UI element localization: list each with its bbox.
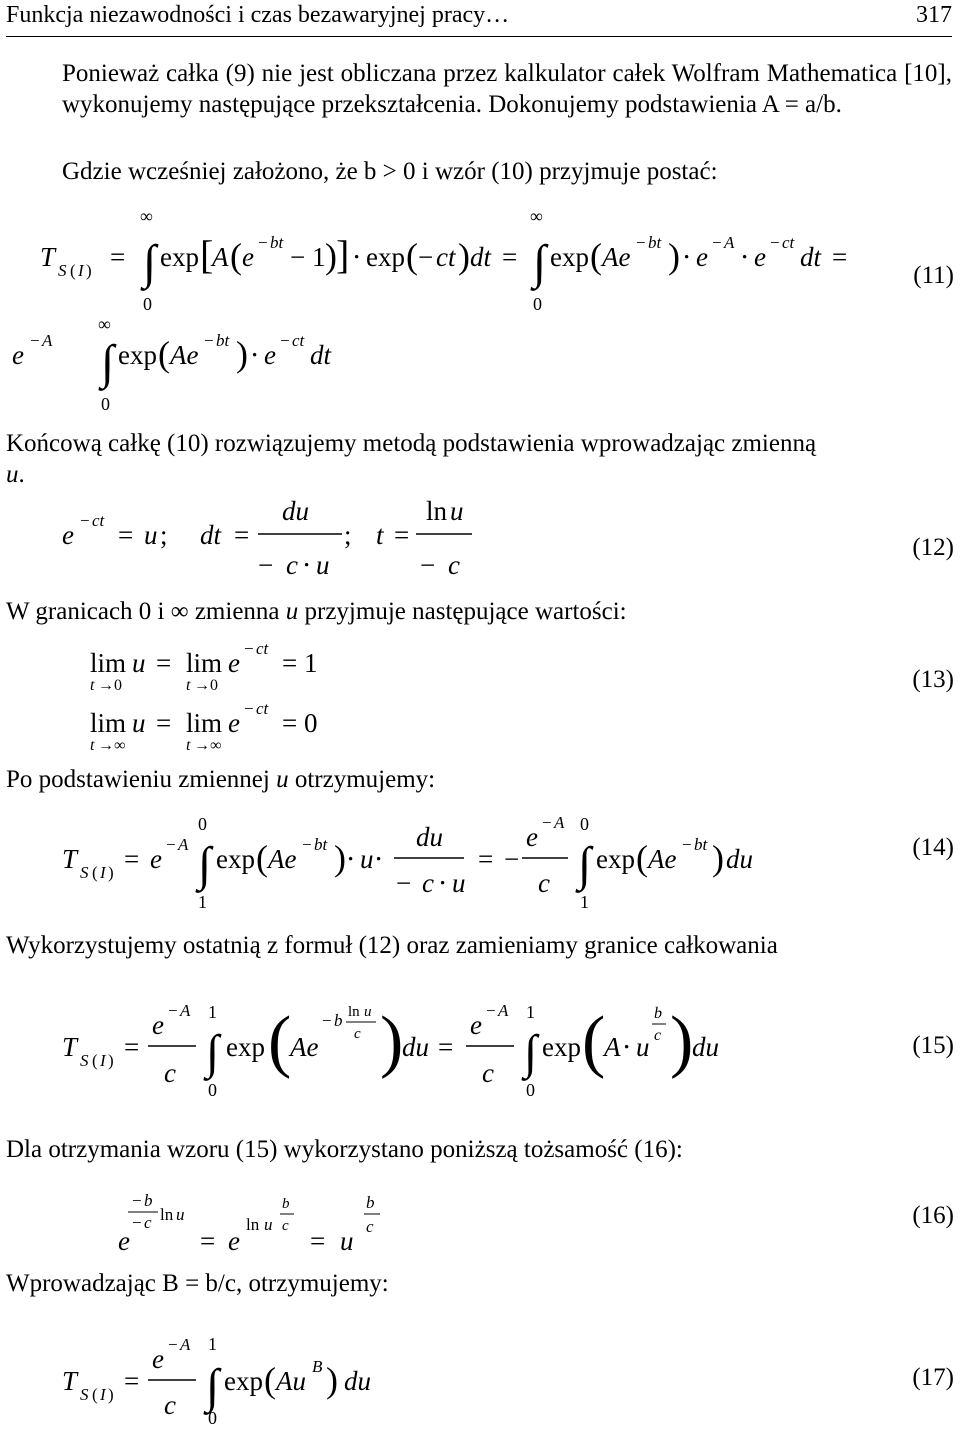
- svg-text:): ): [325, 236, 337, 276]
- svg-text:∫: ∫: [578, 838, 592, 891]
- svg-text:(: (: [406, 236, 418, 276]
- svg-text:;: ;: [160, 520, 168, 550]
- svg-text:T: T: [40, 242, 56, 272]
- svg-text:0: 0: [143, 294, 152, 314]
- svg-text:ct: ct: [436, 242, 456, 272]
- svg-text:u: u: [636, 1032, 650, 1062]
- equation-number-16: (16): [912, 1202, 954, 1229]
- running-header: [6, 0, 952, 37]
- svg-text:∫: ∫: [533, 236, 547, 289]
- svg-text:T: T: [62, 1032, 78, 1062]
- svg-text:ct: ct: [256, 699, 269, 718]
- svg-text:I: I: [100, 1051, 106, 1070]
- svg-text:bt: bt: [270, 233, 284, 252]
- svg-text:⋅: ⋅: [302, 550, 312, 580]
- svg-text:e: e: [152, 1344, 164, 1374]
- paragraph-3-var: u: [6, 461, 19, 488]
- svg-text:dt: dt: [470, 242, 492, 272]
- svg-text:(: (: [92, 1051, 98, 1070]
- svg-text:Ae: Ae: [268, 844, 297, 874]
- svg-text:⋅: ⋅: [682, 242, 692, 272]
- svg-text:−: −: [168, 1335, 178, 1354]
- svg-text:=: =: [200, 1226, 216, 1256]
- svg-text:c: c: [538, 868, 550, 898]
- svg-text:0: 0: [526, 1080, 535, 1100]
- svg-text:u: u: [340, 1226, 354, 1256]
- svg-text:(: (: [70, 261, 76, 280]
- svg-text:−: −: [420, 550, 436, 580]
- page-number: 317: [916, 2, 952, 28]
- svg-text:c: c: [144, 1213, 152, 1232]
- svg-text:−: −: [712, 233, 722, 252]
- svg-text:du: du: [402, 1032, 429, 1062]
- svg-text:=: =: [124, 1032, 140, 1062]
- svg-text:u: u: [452, 868, 466, 898]
- svg-text:T: T: [62, 1366, 78, 1396]
- svg-text:→∞: →∞: [98, 737, 126, 754]
- equation-number-13: (13): [912, 666, 954, 693]
- equation-16: [0, 1178, 960, 1268]
- svg-text:c: c: [366, 1217, 374, 1236]
- svg-text:=: =: [438, 1032, 454, 1062]
- svg-text:): ): [108, 1385, 114, 1404]
- svg-text:= 0: = 0: [282, 708, 318, 738]
- svg-text:u: u: [144, 520, 158, 550]
- svg-text:c: c: [448, 550, 460, 580]
- svg-text:Au: Au: [276, 1366, 306, 1396]
- svg-text:c: c: [422, 868, 434, 898]
- svg-text:− 1: − 1: [290, 242, 326, 272]
- svg-text:I: I: [100, 1385, 106, 1404]
- svg-text:−: −: [770, 233, 780, 252]
- svg-text:(: (: [636, 838, 648, 878]
- svg-text:=: =: [124, 1366, 140, 1396]
- svg-text:1: 1: [198, 892, 207, 912]
- svg-text:=: =: [234, 520, 250, 550]
- svg-text:ct: ct: [256, 639, 269, 658]
- svg-text:lim: lim: [90, 648, 127, 678]
- svg-text:→0: →0: [194, 677, 218, 694]
- svg-text:exp: exp: [160, 242, 199, 272]
- svg-text:S: S: [58, 261, 67, 280]
- svg-text:): ): [236, 334, 248, 374]
- svg-text:): ): [86, 261, 92, 280]
- svg-text:1: 1: [526, 1002, 535, 1022]
- svg-text:⋅: ⋅: [438, 868, 448, 898]
- svg-text:du: du: [344, 1366, 371, 1396]
- svg-text:I: I: [78, 261, 84, 280]
- svg-text:e: e: [118, 1226, 130, 1256]
- svg-text:=: =: [110, 242, 126, 272]
- svg-text:−: −: [504, 844, 520, 874]
- svg-text:⋅: ⋅: [622, 1032, 632, 1062]
- svg-text:Ae: Ae: [290, 1032, 319, 1062]
- svg-text:c: c: [286, 550, 298, 580]
- svg-text:): ): [108, 1051, 114, 1070]
- svg-text:bt: bt: [648, 233, 662, 252]
- svg-text:S: S: [80, 863, 89, 882]
- svg-text:u: u: [132, 708, 146, 738]
- paragraph-8: [6, 1268, 952, 1299]
- svg-text:=: =: [156, 708, 172, 738]
- equation-13: [0, 636, 960, 762]
- paragraph-3-text: Końcową całkę (10) rozwiązujemy metodą podstawienia wprowadzając zmienną: [6, 430, 817, 457]
- svg-text:c: c: [654, 1027, 662, 1044]
- svg-text:−: −: [396, 868, 412, 898]
- paragraph-4-part-a: W granicach 0 i: [6, 598, 165, 625]
- svg-text:0: 0: [101, 394, 110, 414]
- svg-text:e: e: [12, 340, 24, 370]
- svg-text:u: u: [316, 550, 330, 580]
- svg-text:−: −: [418, 242, 434, 272]
- svg-text:e: e: [228, 708, 240, 738]
- svg-text:e: e: [242, 242, 254, 272]
- svg-text:1: 1: [208, 1334, 217, 1354]
- svg-text:S: S: [80, 1385, 89, 1404]
- svg-text:−: −: [80, 511, 90, 530]
- svg-text:du: du: [282, 496, 309, 526]
- svg-text:∞: ∞: [530, 206, 543, 226]
- svg-text:(: (: [582, 1003, 606, 1080]
- svg-text:−: −: [636, 233, 646, 252]
- svg-text:c: c: [164, 1058, 176, 1088]
- svg-text:−: −: [302, 835, 312, 854]
- equation-14: [0, 806, 960, 926]
- svg-text:): ): [334, 838, 346, 878]
- paragraph-6-text: Wykorzystujemy ostatnią z formuł (12) oraz zamieniamy granice całkowania: [6, 932, 778, 959]
- svg-text:t: t: [376, 520, 384, 550]
- svg-text:u: u: [264, 1215, 273, 1234]
- infinity-symbol: ∞: [170, 598, 189, 625]
- equation-15-formula: [0, 992, 880, 1112]
- svg-text:−: −: [30, 331, 40, 350]
- paragraph-2-text: Gdzie wcześniej założono, że b > 0 i wzór (10) przyjmuje postać:: [62, 158, 718, 185]
- paragraph-4-var: u: [285, 598, 299, 625]
- svg-text:ln: ln: [246, 1215, 260, 1234]
- svg-text:b: b: [144, 1191, 153, 1210]
- svg-text:lim: lim: [186, 648, 223, 678]
- svg-text:exp: exp: [118, 340, 157, 370]
- svg-text:lim: lim: [90, 708, 127, 738]
- svg-text:c: c: [164, 1390, 176, 1420]
- equation-number-11: (11): [913, 262, 954, 289]
- svg-text:A: A: [724, 233, 735, 252]
- svg-text:ln: ln: [348, 1004, 360, 1020]
- svg-text:B: B: [312, 1357, 323, 1376]
- equation-13-formula: [0, 636, 880, 762]
- svg-text:A: A: [498, 1001, 509, 1020]
- svg-text:exp: exp: [226, 1032, 265, 1062]
- svg-text:−: −: [244, 699, 254, 718]
- svg-text:−: −: [486, 1001, 496, 1020]
- svg-text:−: −: [204, 331, 214, 350]
- svg-text:0: 0: [198, 814, 207, 834]
- svg-text:1: 1: [208, 1002, 217, 1022]
- svg-text:du: du: [726, 844, 753, 874]
- svg-text:=: =: [156, 648, 172, 678]
- svg-text:exp: exp: [366, 242, 405, 272]
- paragraph-4-part-b: zmienna: [194, 598, 280, 625]
- svg-text:e: e: [152, 1010, 164, 1040]
- equation-17: [0, 1330, 960, 1430]
- equation-12-formula: [0, 490, 880, 590]
- paragraph-5-var: u: [276, 766, 289, 793]
- svg-text:A: A: [604, 1032, 621, 1062]
- svg-text:−: −: [132, 1213, 142, 1232]
- svg-text:b: b: [334, 1011, 343, 1030]
- equation-11: [0, 200, 960, 420]
- svg-text:−: −: [280, 331, 290, 350]
- svg-text:∫: ∫: [143, 236, 157, 289]
- svg-text:∫: ∫: [206, 1026, 220, 1079]
- paragraph-1: [62, 58, 952, 120]
- svg-text:dt: dt: [310, 340, 332, 370]
- svg-text:ct: ct: [292, 331, 305, 350]
- svg-text:): ): [380, 1003, 404, 1080]
- svg-text:e: e: [62, 520, 74, 550]
- svg-text:[: [: [200, 232, 214, 277]
- svg-text:bt: bt: [216, 331, 230, 350]
- svg-text:dt: dt: [200, 520, 222, 550]
- equation-number-12: (12): [912, 534, 954, 561]
- svg-text:): ): [712, 838, 724, 878]
- svg-text:⋅: ⋅: [250, 340, 260, 370]
- svg-text:−: −: [244, 639, 254, 658]
- svg-text:t: t: [186, 677, 191, 694]
- svg-text:b: b: [654, 1005, 662, 1022]
- svg-text:=: =: [478, 844, 494, 874]
- running-title: Funkcja niezawodności i czas bezawaryjnej pracy…: [6, 2, 510, 28]
- svg-text:0: 0: [208, 1080, 217, 1100]
- svg-text:−: −: [542, 813, 552, 832]
- svg-text:∞: ∞: [140, 206, 153, 226]
- svg-text:lim: lim: [186, 708, 223, 738]
- paragraph-7-text: Dla otrzymania wzoru (15) wykorzystano poniższą tożsamość (16):: [6, 1136, 683, 1163]
- svg-text:ln: ln: [426, 496, 448, 526]
- paragraph-6: [6, 930, 952, 961]
- svg-text:e: e: [696, 242, 708, 272]
- svg-text:∫: ∫: [524, 1026, 538, 1079]
- svg-text:): ): [458, 236, 470, 276]
- svg-text:e: e: [470, 1010, 482, 1040]
- svg-text:): ): [670, 1003, 694, 1080]
- svg-text:⋅: ⋅: [374, 844, 384, 874]
- svg-text:exp: exp: [542, 1032, 581, 1062]
- svg-text:⋅: ⋅: [346, 844, 356, 874]
- equation-15: [0, 992, 960, 1112]
- svg-text:=: =: [310, 1226, 326, 1256]
- svg-text:exp: exp: [550, 242, 589, 272]
- svg-text:t: t: [90, 677, 95, 694]
- svg-text:→0: →0: [98, 677, 122, 694]
- svg-text:S: S: [80, 1051, 89, 1070]
- svg-text:): ): [108, 863, 114, 882]
- svg-text:e: e: [754, 242, 766, 272]
- svg-text:ln: ln: [160, 1205, 174, 1224]
- paragraph-2: [62, 156, 942, 187]
- svg-text:ct: ct: [92, 511, 105, 530]
- equation-14-formula: [0, 806, 880, 926]
- paragraph-4: [6, 596, 952, 627]
- svg-text:→∞: →∞: [194, 737, 222, 754]
- svg-text:A: A: [554, 813, 565, 832]
- paragraph-8-text: Wprowadzając B = b/c, otrzymujemy:: [6, 1270, 389, 1297]
- equation-number-15: (15): [912, 1032, 954, 1059]
- svg-text:⋅: ⋅: [740, 242, 750, 272]
- svg-text:exp: exp: [216, 844, 255, 874]
- svg-text:e: e: [526, 822, 538, 852]
- svg-text:b: b: [366, 1193, 375, 1212]
- svg-text:−: −: [168, 1001, 178, 1020]
- svg-text:=: =: [832, 242, 848, 272]
- svg-text:∫: ∫: [198, 838, 212, 891]
- paragraph-3: Końcową całkę (10) rozwiązujemy metodą podstawienia wprowadzając zmienną u.: [6, 430, 817, 488]
- svg-text:t: t: [90, 737, 95, 754]
- svg-text:T: T: [62, 844, 78, 874]
- paragraph-1-text: Ponieważ całka (9) nie jest obliczana przez kalkulator całek Wolfram Mathematica [10], wykonujemy następujące przekształcenia. Dokonujemy podstawienia A = a/b.: [62, 60, 952, 118]
- svg-text:c: c: [354, 1026, 361, 1042]
- svg-text:∞: ∞: [98, 314, 111, 334]
- svg-text:exp: exp: [596, 844, 635, 874]
- paragraph-5: [6, 764, 952, 795]
- svg-text:t: t: [186, 737, 191, 754]
- svg-text:): ): [326, 1360, 338, 1400]
- svg-text:A: A: [180, 1335, 191, 1354]
- svg-text:∫: ∫: [101, 336, 115, 389]
- svg-text:(: (: [590, 236, 602, 276]
- svg-text:−: −: [258, 550, 274, 580]
- equation-16-formula: [0, 1178, 880, 1268]
- svg-text:0: 0: [208, 1408, 217, 1428]
- svg-text:−: −: [322, 1011, 332, 1030]
- svg-text:0: 0: [580, 814, 589, 834]
- svg-text:b: b: [282, 1196, 290, 1212]
- svg-text:bt: bt: [314, 835, 328, 854]
- svg-text:−: −: [132, 1191, 142, 1210]
- svg-text:c: c: [282, 1218, 289, 1234]
- svg-text:u: u: [360, 844, 374, 874]
- svg-text:=: =: [502, 242, 518, 272]
- svg-text:e: e: [228, 1226, 240, 1256]
- paragraph-4-part-c: przyjmuje następujące wartości:: [304, 598, 627, 625]
- svg-text:]: ]: [336, 232, 350, 277]
- svg-text:u: u: [132, 648, 146, 678]
- svg-text:du: du: [416, 822, 443, 852]
- svg-text:c: c: [482, 1058, 494, 1088]
- svg-text:A: A: [178, 835, 189, 854]
- svg-text:bt: bt: [694, 835, 708, 854]
- equation-number-14: (14): [912, 834, 954, 861]
- svg-text:u: u: [176, 1205, 185, 1224]
- svg-text:A: A: [180, 1001, 191, 1020]
- svg-text:−: −: [682, 835, 692, 854]
- equation-11-formula: [0, 200, 880, 420]
- paragraph-5-part-a: Po podstawieniu zmiennej: [6, 766, 270, 793]
- svg-text:A: A: [212, 242, 229, 272]
- svg-text:0: 0: [533, 294, 542, 314]
- svg-text:(: (: [158, 334, 170, 374]
- svg-text:exp: exp: [224, 1366, 263, 1396]
- svg-text:Ae: Ae: [648, 844, 677, 874]
- svg-text:=: =: [394, 520, 410, 550]
- svg-text:= 1: = 1: [282, 648, 318, 678]
- svg-text:(: (: [92, 863, 98, 882]
- svg-text:dt: dt: [800, 242, 822, 272]
- svg-text:): ): [668, 236, 680, 276]
- svg-text:∫: ∫: [206, 1360, 220, 1413]
- svg-text:e: e: [264, 340, 276, 370]
- svg-text:e: e: [228, 648, 240, 678]
- svg-text:e: e: [150, 844, 162, 874]
- equation-12: [0, 490, 960, 590]
- svg-text:1: 1: [580, 892, 589, 912]
- svg-text:=: =: [124, 844, 140, 874]
- svg-text:(: (: [268, 1003, 292, 1080]
- svg-text:(: (: [92, 1385, 98, 1404]
- svg-text:−: −: [166, 835, 176, 854]
- svg-text:u: u: [364, 1004, 372, 1020]
- svg-text:I: I: [100, 863, 106, 882]
- svg-text:(: (: [256, 838, 268, 878]
- svg-text:−: −: [258, 233, 268, 252]
- svg-text:⋅: ⋅: [352, 242, 362, 272]
- svg-text:Ae: Ae: [602, 242, 631, 272]
- svg-text:A: A: [42, 331, 53, 350]
- equation-number-17: (17): [912, 1364, 954, 1391]
- svg-text:;: ;: [344, 520, 352, 550]
- paragraph-7: [6, 1134, 952, 1165]
- svg-text:u: u: [450, 496, 464, 526]
- svg-text:ct: ct: [782, 233, 795, 252]
- svg-text:=: =: [118, 520, 134, 550]
- svg-text:(: (: [230, 236, 242, 276]
- svg-text:du: du: [692, 1032, 719, 1062]
- svg-text:(: (: [264, 1360, 276, 1400]
- svg-text:Ae: Ae: [170, 340, 199, 370]
- paragraph-5-part-b: otrzymujemy:: [294, 766, 436, 793]
- equation-17-formula: [0, 1330, 880, 1430]
